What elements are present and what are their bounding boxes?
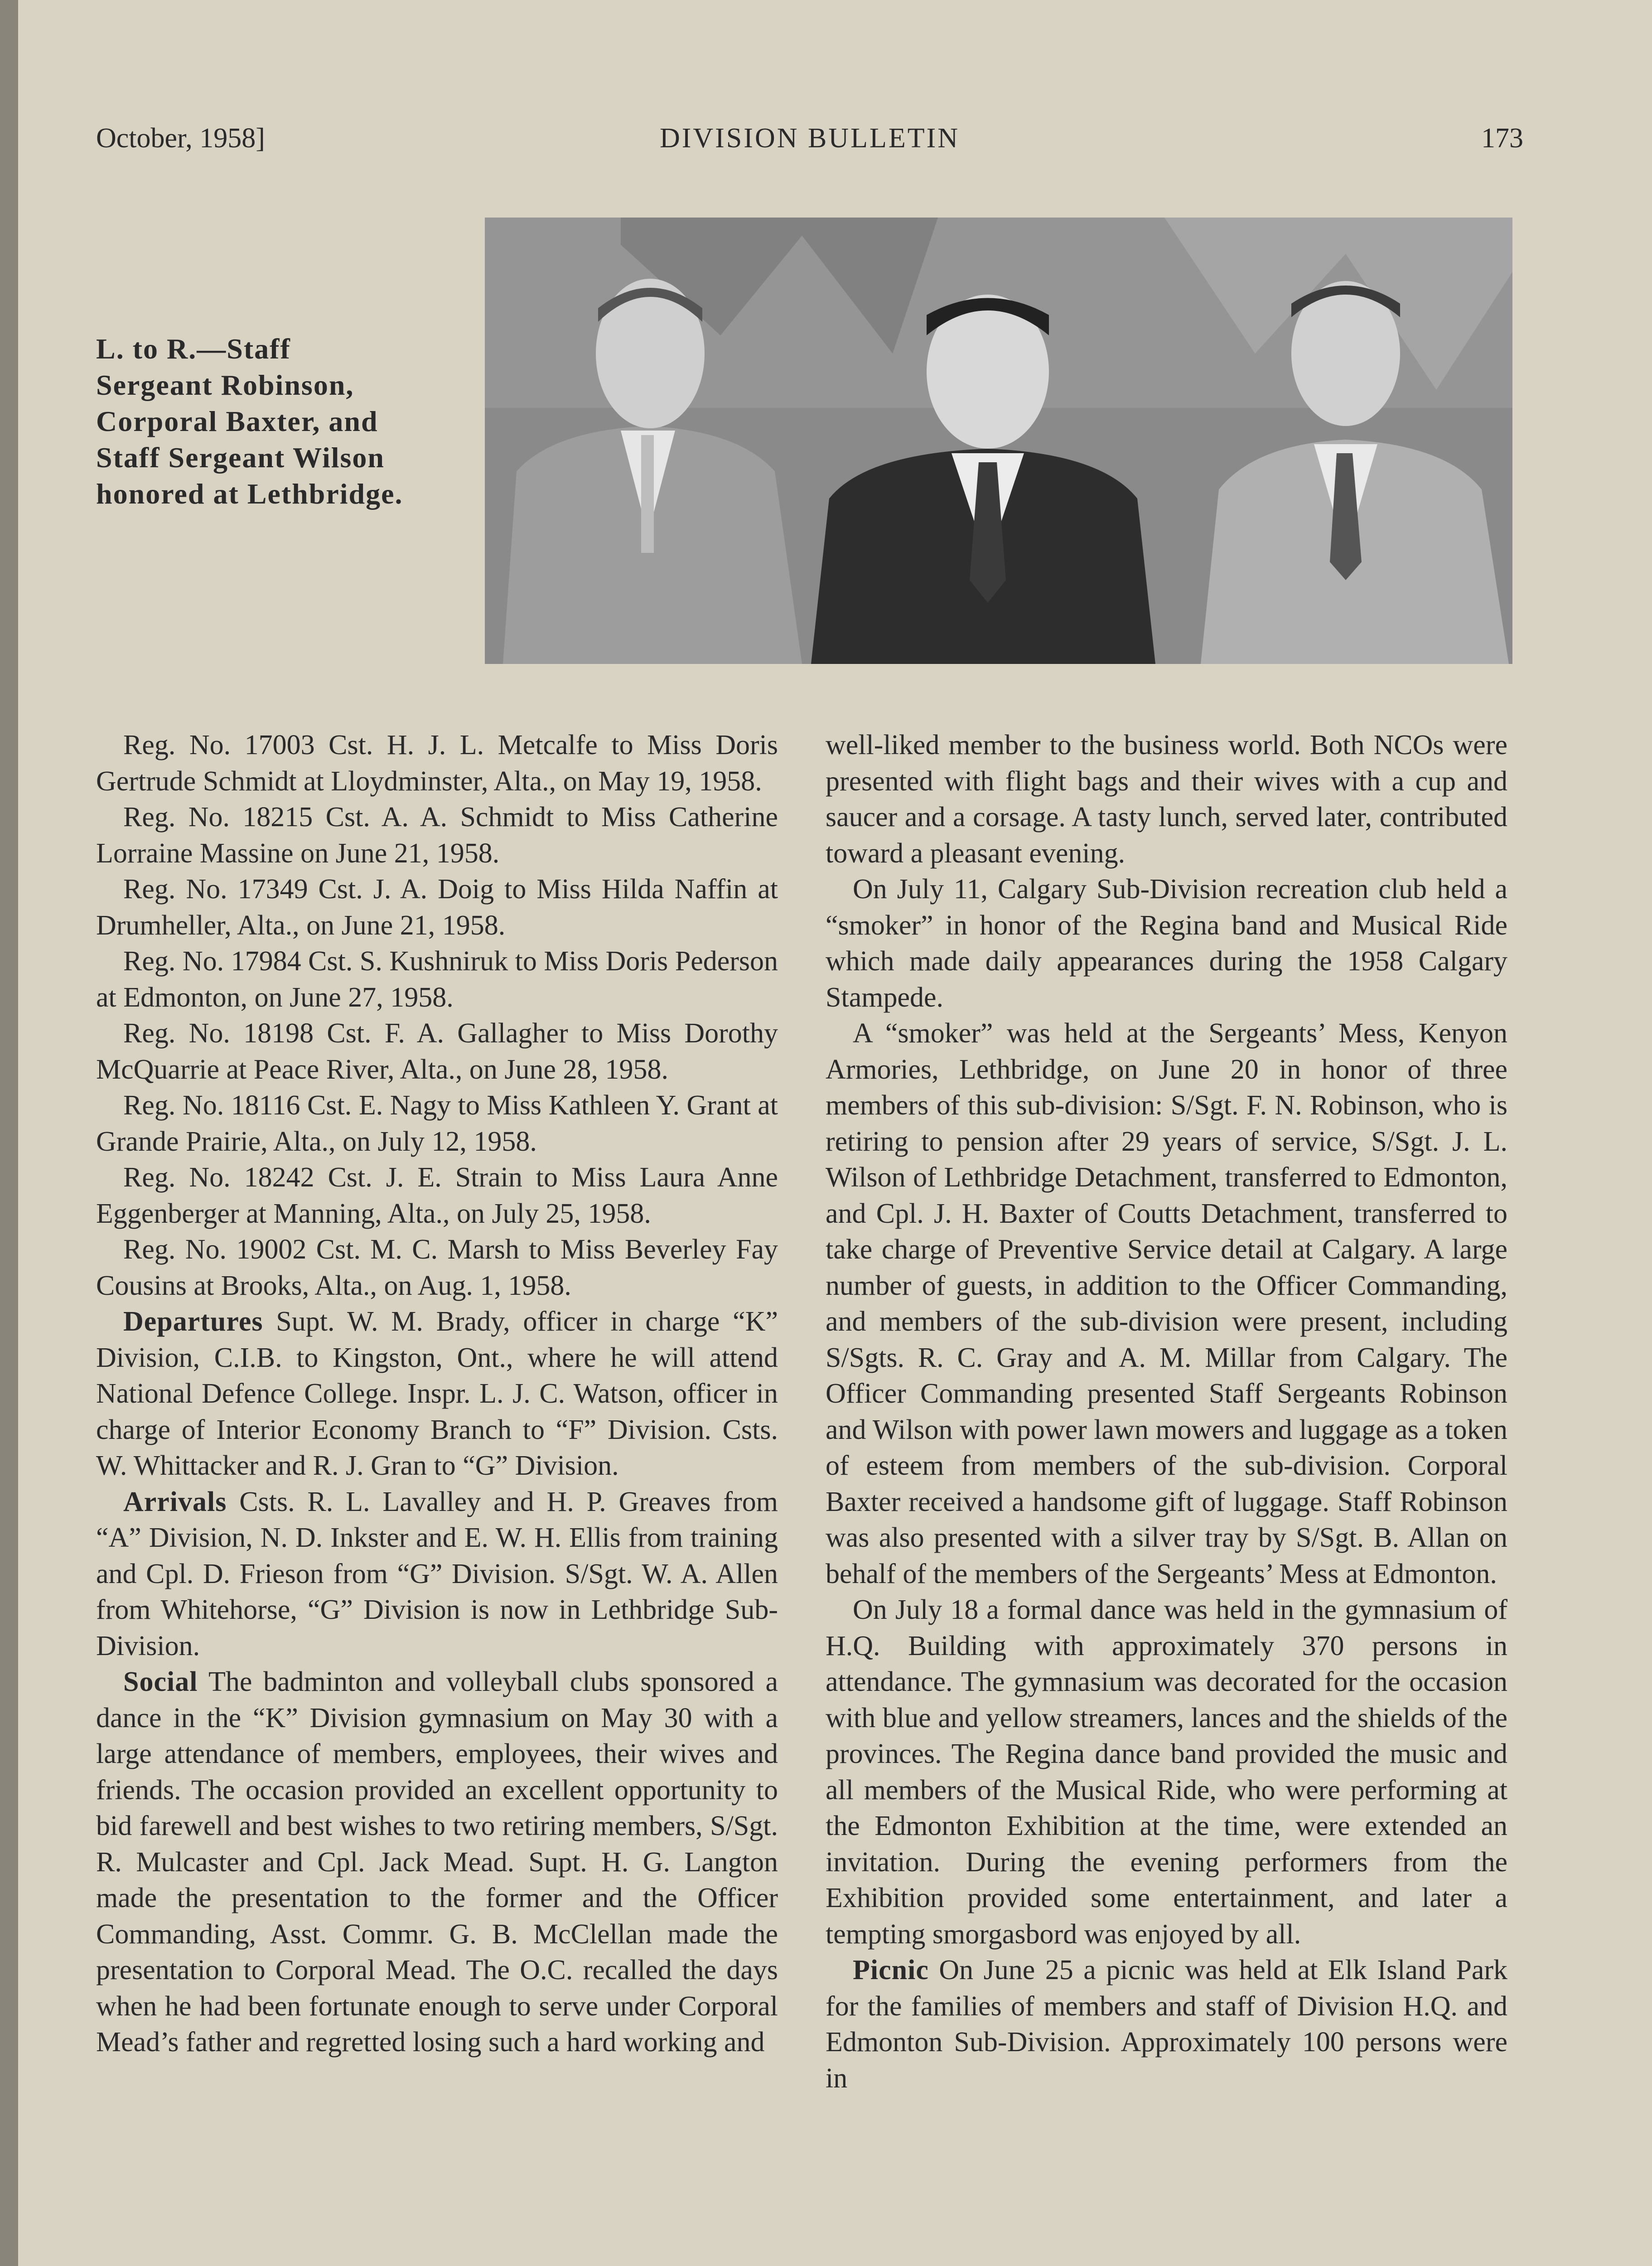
header-page-number: 173 xyxy=(1481,123,1523,154)
marriage-notice: Reg. No. 17003 Cst. H. J. L. Metcalfe to Miss Doris Gertrude Schmidt at Lloydminster, Alta., on May 19, 1958. xyxy=(96,730,778,797)
left-text-column xyxy=(96,727,778,2061)
picnic-paragraph: Picnic On June 25 a picnic was held at Elk Island Park for the families of members and staff of Division H.Q. and Edmonton Sub-Division. Approximately 100 persons were in xyxy=(826,1955,1507,2094)
social-paragraph: Social The badminton and volleyball clubs sponsored a dance in the “K” Division gymnasium on May 30 with a large attendance of members, employees, their wives and friends. The occasion provided an excellent opportunity to bid farewell and best wishes to two retiring members, S/Sgt. R. Mulcaster and Cpl. Jack Mead. Supt. H. G. Langton made the presentation to the former and the Officer Commanding, Asst. Commr. G. B. McClellan made the presentation to Corporal Mead. The O.C. recalled the days when he had been fortunate enough to serve under Corporal Mead’s father and regretted losing such a hard working and xyxy=(96,1666,778,2058)
arrivals-heading: Arrivals xyxy=(123,1486,227,1517)
photo-caption: L. to R.—Staff Sergeant Robinson, Corporal Baxter, and Staff Sergeant Wilson honored at Lethbridge. xyxy=(96,333,403,510)
lethbridge-smoker-paragraph: A “smoker” was held at the Sergeants’ Mess, Kenyon Armories, Lethbridge, on June 20 in honor of three members of this sub-division: S/Sgt. F. N. Robinson, who is retiring to pension after 29 years of service, S/Sgt. J. L. Wilson of Lethbridge Detachment, transferred to Edmonton, and Cpl. J. H. Baxter of Coutts Detachment, transferred to take charge of Preventive Service detail at Calgary. A large number of guests, in addition to the Officer Commanding, and members of the sub-division were present, including S/Sgts. R. C. Gray and A. M. Millar from Calgary. The Officer Commanding presented Staff Sergeants Robinson and Wilson with power lawn mowers and luggage as a token of esteem from members of the sub-division. Corporal Baxter received a handsome gift of luggage. Staff Robinson was also presented with a silver tray by S/Sgt. B. Allan on behalf of the members of the Sergeants’ Mess at Edmonton. xyxy=(826,1018,1507,1589)
marriage-notice: Reg. No. 18215 Cst. A. A. Schmidt to Miss Catherine Lorraine Massine on June 21, 1958. xyxy=(96,802,778,869)
arrivals-paragraph: Arrivals Csts. R. L. Lavalley and H. P. Greaves from “A” Division, N. D. Inkster and E. W. H. Ellis from training and Cpl. D. Frieson from “G” Division. S/Sgt. W. A. Allen from Whitehorse, “G” Division is now in Lethbridge Sub-Division. xyxy=(96,1486,778,1661)
marriage-notice: Reg. No. 17984 Cst. S. Kushniruk to Miss Doris Pederson at Edmonton, on June 27, 1958. xyxy=(96,946,778,1013)
running-header xyxy=(96,122,1523,172)
header-publication-title: DIVISION BULLETIN xyxy=(659,123,960,154)
formal-dance-paragraph: On July 18 a formal dance was held in the gymnasium of H.Q. Building with approximately 370 persons in attendance. The gymnasium was decorated for the occasion with blue and yellow streamers, lances and the shields of the provinces. The Regina dance band provided the music and all members of the Musical Ride, who were performing at the Edmonton Exhibition at the time, were extended an invitation. During the evening performers from the Exhibition provided some entertainment, and later a tempting smorgasbord was enjoyed by all. xyxy=(826,1594,1507,1950)
group-photograph xyxy=(485,218,1512,664)
marriage-notice: Reg. No. 18242 Cst. J. E. Strain to Miss Laura Anne Eggenberger at Manning, Alta., on July 25, 1958. xyxy=(96,1162,778,1229)
calgary-smoker-paragraph: On July 11, Calgary Sub-Division recreation club held a “smoker” in honor of the Regina band and Musical Ride which made daily appearances during the 1958 Calgary Stampede. xyxy=(826,874,1507,1013)
marriage-notice: Reg. No. 18198 Cst. F. A. Gallagher to Miss Dorothy McQuarrie at Peace River, Alta., on June 28, 1958. xyxy=(96,1018,778,1085)
picnic-heading: Picnic xyxy=(853,1955,929,1985)
page-binding-edge xyxy=(0,0,18,2266)
marriage-notice: Reg. No. 19002 Cst. M. C. Marsh to Miss Beverley Fay Cousins at Brooks, Alta., on Aug. 1, 1958. xyxy=(96,1234,778,1301)
social-heading: Social xyxy=(123,1666,198,1697)
social-paragraph-continued: well-liked member to the business world. Both NCOs were presented with flight bags and their wives with a cup and saucer and a corsage. A tasty lunch, served later, contributed toward a pleasant evening. xyxy=(826,730,1507,869)
departures-paragraph: Departures Supt. W. M. Brady, officer in charge “K” Division, C.I.B. to Kingston, Ont., where he will attend National Defence College. Inspr. L. J. C. Watson, officer in charge of Interior Economy Branch to “F” Division. Csts. W. Whittacker and R. J. Gran to “G” Division. xyxy=(96,1306,778,1481)
photograph-illustration xyxy=(485,218,1512,664)
right-text-column xyxy=(826,727,1507,2097)
departures-heading: Departures xyxy=(123,1306,263,1337)
marriage-notice: Reg. No. 18116 Cst. E. Nagy to Miss Kathleen Y. Grant at Grande Prairie, Alta., on July 12, 1958. xyxy=(96,1090,778,1157)
header-issue-date: October, 1958] xyxy=(96,123,265,154)
marriage-notice: Reg. No. 17349 Cst. J. A. Doig to Miss Hilda Naffin at Drumheller, Alta., on June 21, 1958. xyxy=(96,874,778,941)
